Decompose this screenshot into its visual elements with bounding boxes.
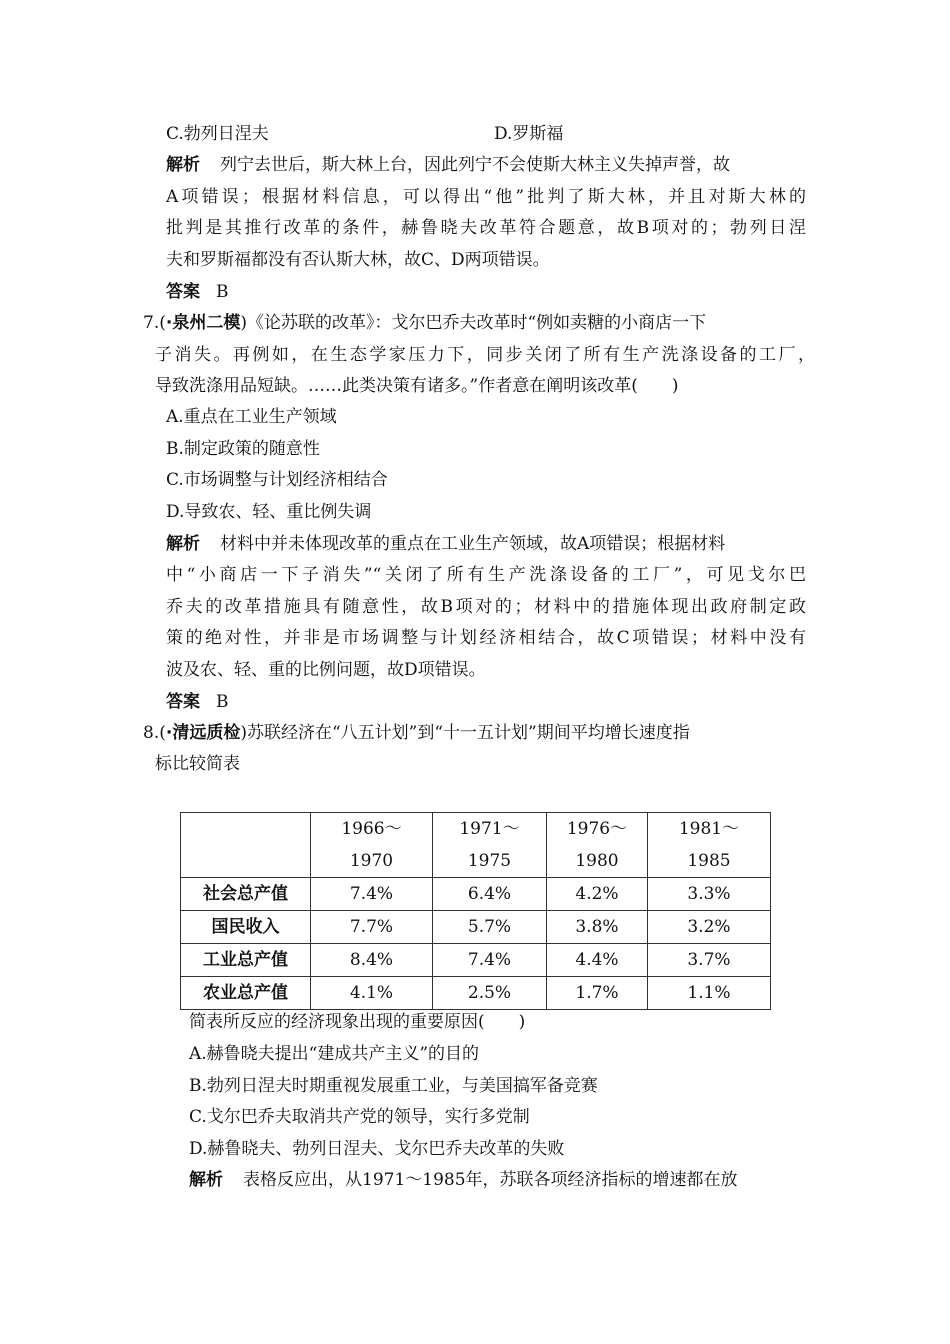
table-cell: 1.1% — [648, 977, 771, 1010]
q7-answer — [166, 690, 229, 714]
table-header-cell: 1976～ 1980 — [547, 813, 648, 878]
q8-question: 简表所反应的经济现象出现的重要原因( ) — [189, 1012, 526, 1032]
q6-analysis-line-2: A项错误；根据材料信息，可以得出“他”批判了斯大林，并且对斯大林的 — [166, 187, 806, 207]
q6-analysis-label: 解析 — [166, 155, 200, 175]
table-header-cell: 1971～ 1975 — [433, 813, 547, 878]
q7-analysis-line-2: 中“小商店一下子消失”“关闭了所有生产洗涤设备的工厂”，可见戈尔巴 — [166, 565, 806, 585]
table-cell: 3.7% — [648, 944, 771, 977]
table-row-label: 工业总产值 — [181, 944, 311, 977]
table-row — [181, 944, 771, 977]
q7-stem-line-1: 7.(·泉州二模)《论苏联的改革》：戈尔巴乔夫改革时“例如卖糖的小商店一下 — [143, 313, 707, 333]
q6-option-d: D.罗斯福 — [494, 124, 564, 144]
table-header-row — [181, 813, 771, 878]
growth-rate-table — [180, 812, 771, 1010]
q8-option-c: C.戈尔巴乔夫取消共产党的领导，实行多党制 — [189, 1107, 530, 1127]
table-cell: 7.7% — [311, 911, 433, 944]
table-cell: 1.7% — [547, 977, 648, 1010]
table-cell: 8.4% — [311, 944, 433, 977]
table-cell: 3.8% — [547, 911, 648, 944]
table-cell: 3.2% — [648, 911, 771, 944]
table-cell: 3.3% — [648, 878, 771, 911]
q7-option-b: B.制定政策的随意性 — [166, 439, 320, 459]
q7-answer-value: B — [216, 692, 229, 712]
table-cell: 5.7% — [433, 911, 547, 944]
q7-option-c: C.市场调整与计划经济相结合 — [166, 470, 388, 490]
table-header-cell: 1981～ 1985 — [648, 813, 771, 878]
q6-analysis-line-3: 批判是其推行改革的条件，赫鲁晓夫改革符合题意，故B项对的；勃列日涅 — [166, 218, 806, 238]
q7-analysis-line-5: 波及农、轻、重的比例问题，故D项错误。 — [166, 660, 486, 680]
q8-option-a: A.赫鲁晓夫提出“建成共产主义”的目的 — [189, 1044, 480, 1064]
q8-number: 8.( — [143, 723, 166, 743]
q7-analysis-line-1: 解析 材料中并未体现改革的重点在工业生产领域，故A项错误；根据材料 — [166, 534, 726, 554]
table-row — [181, 878, 771, 911]
table-corner-cell — [181, 813, 311, 878]
table-row — [181, 977, 771, 1010]
table-cell: 7.4% — [433, 944, 547, 977]
q7-stem-line-3: 导致洗涤用品短缺。……此类决策有诸多。”作者意在阐明该改革( ) — [155, 376, 679, 396]
table-cell: 2.5% — [433, 977, 547, 1010]
q8-option-b: B.勃列日涅夫时期重视发展重工业，与美国搞军备竞赛 — [189, 1076, 598, 1096]
q7-option-a: A.重点在工业生产领域 — [166, 407, 337, 427]
table-row — [181, 911, 771, 944]
q8-option-d: D.赫鲁晓夫、勃列日涅夫、戈尔巴乔夫改革的失败 — [189, 1139, 565, 1159]
q6-answer-value: B — [216, 282, 229, 302]
q8-stem-line-2: 标比较简表 — [155, 754, 240, 774]
q7-stem-line-2: 子消失。再例如，在生态学家压力下，同步关闭了所有生产洗涤设备的工厂， — [155, 345, 815, 365]
q7-answer-label: 答案 — [166, 692, 200, 712]
table-row-label: 国民收入 — [181, 911, 311, 944]
table-header-cell: 1966～ 1970 — [311, 813, 433, 878]
q7-source: ·泉州二模 — [165, 313, 241, 333]
q8-stem-line-1: 8.(·清远质检)苏联经济在“八五计划”到“十一五计划”期间平均增长速度指 — [143, 723, 690, 743]
q8-source: ·清远质检 — [165, 723, 241, 743]
q7-analysis-line-4: 策的绝对性，并非是市场调整与计划经济相结合，故C项错误；材料中没有 — [166, 628, 806, 648]
q7-number: 7.( — [143, 313, 166, 333]
table-cell: 4.4% — [547, 944, 648, 977]
q6-analysis-line-1: 解析 列宁去世后，斯大林上台，因此列宁不会使斯大林主义失掉声誉，故 — [166, 155, 730, 175]
q8-analysis-line-1: 解析 表格反应出，从1971～1985年，苏联各项经济指标的增速都在放 — [189, 1170, 738, 1190]
q6-analysis-line-4: 夫和罗斯福都没有否认斯大林，故C、D两项错误。 — [166, 250, 550, 270]
q7-analysis-label: 解析 — [166, 534, 200, 554]
table-cell: 7.4% — [311, 878, 433, 911]
table-row-label: 社会总产值 — [181, 878, 311, 911]
table-cell: 4.2% — [547, 878, 648, 911]
q8-analysis-label: 解析 — [189, 1170, 223, 1190]
table-row-label: 农业总产值 — [181, 977, 311, 1010]
table-cell: 4.1% — [311, 977, 433, 1010]
q6-answer — [166, 280, 229, 304]
q7-option-d: D.导致农、轻、重比例失调 — [166, 502, 372, 522]
q6-answer-label: 答案 — [166, 282, 200, 302]
table-cell: 6.4% — [433, 878, 547, 911]
q7-analysis-line-3: 乔夫的改革措施具有随意性，故B项对的；材料中的措施体现出政府制定政 — [166, 597, 806, 617]
q6-option-c: C.勃列日涅夫 — [166, 124, 269, 144]
